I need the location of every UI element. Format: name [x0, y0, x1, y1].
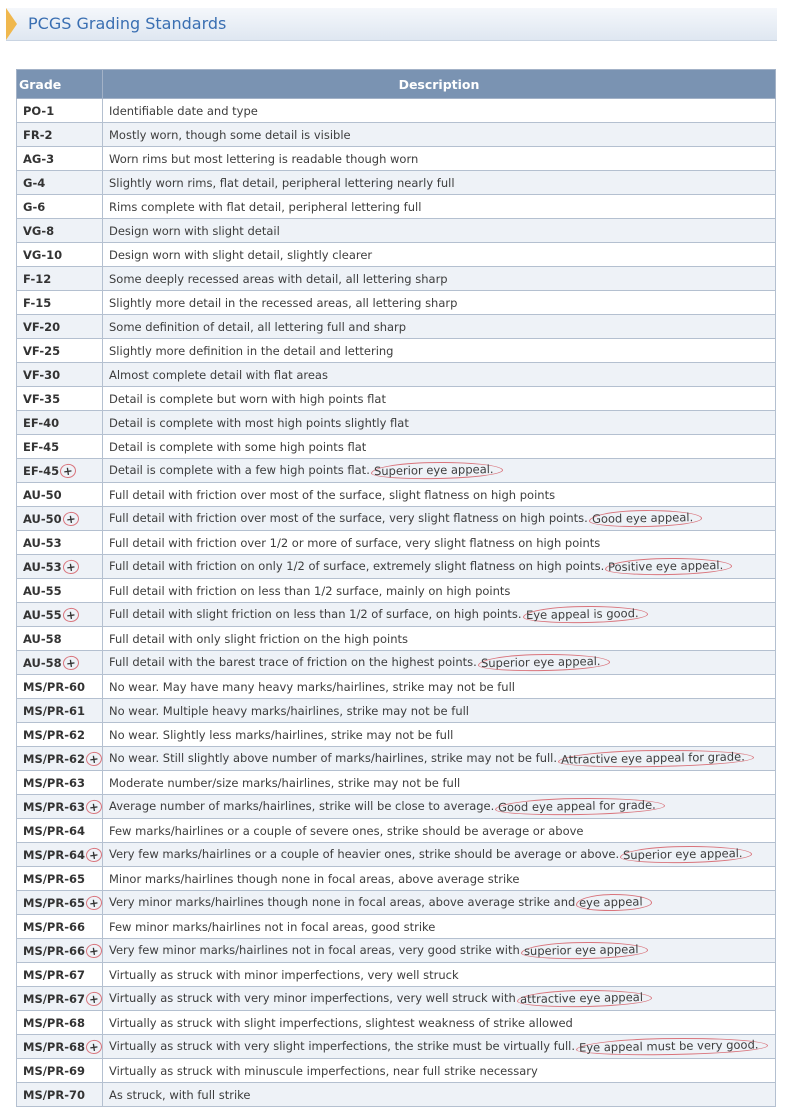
table-row — [17, 171, 776, 195]
plus-grade-circle: + — [85, 894, 102, 910]
grade-cell — [17, 939, 103, 963]
eye-appeal-highlight: Superior eye appeal. — [620, 845, 752, 864]
description-text: Design worn with slight detail, slightly clearer — [109, 247, 373, 262]
grade-label: MS/PR-66 — [23, 943, 85, 958]
description-cell — [103, 963, 776, 987]
grading-standards-table — [16, 69, 776, 1107]
eye-appeal-highlight: Positive eye appeal. — [605, 557, 733, 576]
table-row — [17, 603, 776, 627]
table-row — [17, 1059, 776, 1083]
description-text: Full detail with the barest trace of friction on the highest points. — [109, 655, 477, 669]
grade-cell — [17, 507, 103, 531]
title-arrow-icon — [6, 8, 17, 40]
table-row — [17, 507, 776, 531]
table-body — [17, 99, 776, 1107]
grade-cell — [17, 99, 103, 123]
description-text: Virtually as struck with minor imperfections, very well struck — [109, 967, 459, 982]
eye-appeal-highlight: superior eye appeal — [521, 941, 648, 960]
description-text: Identifiable date and type — [109, 103, 258, 118]
grade-label: MS/PR-60 — [23, 679, 85, 694]
table-row — [17, 363, 776, 387]
grade-cell — [17, 195, 103, 219]
table-row — [17, 291, 776, 315]
description-text: Full detail with friction over most of the surface, slight flatness on high points — [109, 487, 556, 502]
table-row — [17, 867, 776, 891]
grade-cell — [17, 795, 103, 819]
description-text: Full detail with friction over most of the surface, very slight flatness on high points. — [109, 511, 588, 525]
grade-label: VG-10 — [23, 247, 63, 262]
grade-cell — [17, 1011, 103, 1035]
grade-label: MS/PR-67 — [23, 991, 85, 1006]
description-cell — [103, 603, 776, 627]
table-row — [17, 267, 776, 291]
grade-cell — [17, 987, 103, 1011]
description-cell — [103, 579, 776, 603]
table-row — [17, 987, 776, 1011]
description-cell — [103, 675, 776, 699]
description-cell — [103, 651, 776, 675]
description-cell — [103, 915, 776, 939]
description-cell — [103, 507, 776, 531]
grade-label: AU-58 — [23, 631, 62, 646]
grade-label: AU-50 — [23, 487, 62, 502]
description-cell — [103, 699, 776, 723]
table-row — [17, 123, 776, 147]
plus-grade-circle: + — [85, 942, 102, 958]
description-cell — [103, 123, 776, 147]
grade-label: MS/PR-65 — [23, 871, 85, 886]
table-row — [17, 555, 776, 579]
grade-cell — [17, 339, 103, 363]
grade-label: VF-35 — [23, 391, 61, 406]
grade-cell — [17, 147, 103, 171]
description-cell — [103, 339, 776, 363]
description-cell — [103, 411, 776, 435]
grade-cell — [17, 699, 103, 723]
grade-label: G-6 — [23, 199, 46, 214]
description-cell — [103, 819, 776, 843]
grade-cell — [17, 483, 103, 507]
grade-label: VG-8 — [23, 223, 55, 238]
grade-cell — [17, 387, 103, 411]
eye-appeal-highlight: Good eye appeal for grade. — [495, 797, 665, 817]
grade-cell — [17, 363, 103, 387]
eye-appeal-highlight: Attractive eye appeal for grade. — [558, 748, 754, 768]
description-cell — [103, 867, 776, 891]
grade-label: PO-1 — [23, 103, 55, 118]
table-row — [17, 459, 776, 483]
description-cell — [103, 243, 776, 267]
description-cell — [103, 147, 776, 171]
table-row — [17, 387, 776, 411]
table-row — [17, 651, 776, 675]
table-row — [17, 819, 776, 843]
grade-cell — [17, 531, 103, 555]
table-row — [17, 1011, 776, 1035]
description-text: Some deeply recessed areas with detail, all lettering sharp — [109, 271, 448, 286]
grade-cell — [17, 915, 103, 939]
description-cell — [103, 219, 776, 243]
grade-label: MS/PR-65 — [23, 895, 85, 910]
description-text: Full detail with only slight friction on the high points — [109, 631, 408, 646]
grade-cell — [17, 819, 103, 843]
grade-cell — [17, 459, 103, 483]
table-row — [17, 411, 776, 435]
eye-appeal-highlight: Good eye appeal. — [589, 509, 702, 528]
grade-cell — [17, 723, 103, 747]
eye-appeal-highlight: Superior eye appeal. — [478, 653, 610, 672]
grade-label: AU-55 — [23, 607, 62, 622]
description-text: Virtually as struck with very minor imperfections, very well struck with — [109, 991, 516, 1005]
grade-label: MS/PR-68 — [23, 1039, 85, 1054]
table-row — [17, 891, 776, 915]
grade-label: MS/PR-68 — [23, 1015, 85, 1030]
grade-cell — [17, 315, 103, 339]
description-cell — [103, 1059, 776, 1083]
grade-label: AU-53 — [23, 559, 62, 574]
grade-label: MS/PR-61 — [23, 703, 85, 718]
grade-label: MS/PR-69 — [23, 1063, 85, 1078]
table-row — [17, 675, 776, 699]
grade-label: MS/PR-66 — [23, 919, 85, 934]
grade-cell — [17, 411, 103, 435]
grade-cell — [17, 675, 103, 699]
plus-grade-circle: + — [85, 798, 102, 814]
grade-label: AU-53 — [23, 535, 62, 550]
grade-cell — [17, 579, 103, 603]
grade-label: AU-55 — [23, 583, 62, 598]
description-text: No wear. May have many heavy marks/hairlines, strike may not be full — [109, 679, 515, 694]
description-cell — [103, 843, 776, 867]
description-cell — [103, 723, 776, 747]
table-row — [17, 939, 776, 963]
description-cell — [103, 1035, 776, 1059]
grade-cell — [17, 627, 103, 651]
description-cell — [103, 435, 776, 459]
table-header-row — [17, 70, 776, 99]
grade-cell — [17, 291, 103, 315]
description-text: No wear. Still slightly above number of marks/hairlines, strike may not be full. — [109, 751, 558, 765]
grade-cell — [17, 555, 103, 579]
description-cell — [103, 939, 776, 963]
table-row — [17, 243, 776, 267]
description-text: Average number of marks/hairlines, strike will be close to average. — [109, 799, 495, 813]
grade-cell — [17, 867, 103, 891]
table-row — [17, 219, 776, 243]
description-text: As struck, with full strike — [109, 1087, 251, 1102]
plus-grade-circle: + — [85, 846, 102, 862]
grade-label: AU-58 — [23, 655, 62, 670]
grade-cell — [17, 747, 103, 771]
description-text: Few minor marks/hairlines not in focal areas, good strike — [109, 919, 436, 934]
plus-grade-circle: + — [62, 510, 79, 526]
table-row — [17, 795, 776, 819]
description-cell — [103, 1011, 776, 1035]
description-text: Moderate number/size marks/hairlines, strike may not be full — [109, 775, 461, 790]
grade-cell — [17, 771, 103, 795]
description-text: Detail is complete but worn with high points flat — [109, 391, 386, 406]
table-row — [17, 1035, 776, 1059]
grade-label: EF-45 — [23, 439, 60, 454]
description-text: Very few minor marks/hairlines not in focal areas, very good strike with — [109, 943, 520, 957]
table-row — [17, 339, 776, 363]
description-cell — [103, 987, 776, 1011]
grade-cell — [17, 651, 103, 675]
description-cell — [103, 531, 776, 555]
grade-column-header: Grade — [17, 70, 103, 99]
description-text: Mostly worn, though some detail is visible — [109, 127, 351, 142]
table-row — [17, 771, 776, 795]
grade-cell — [17, 843, 103, 867]
description-text: Few marks/hairlines or a couple of severe ones, strike should be average or above — [109, 823, 584, 838]
eye-appeal-highlight: eye appeal — [576, 893, 652, 911]
grade-label: VF-25 — [23, 343, 61, 358]
description-text: Worn rims but most lettering is readable though worn — [109, 151, 419, 166]
table-row — [17, 843, 776, 867]
eye-appeal-highlight: attractive eye appeal — [517, 989, 652, 1008]
description-cell — [103, 771, 776, 795]
eye-appeal-highlight: Superior eye appeal. — [371, 461, 503, 480]
table-row — [17, 627, 776, 651]
description-cell — [103, 459, 776, 483]
grade-label: F-15 — [23, 295, 52, 310]
description-text: Detail is complete with some high points flat — [109, 439, 367, 454]
plus-grade-circle: + — [62, 558, 79, 574]
grade-cell — [17, 435, 103, 459]
grade-cell — [17, 1035, 103, 1059]
description-cell — [103, 1083, 776, 1107]
plus-grade-circle: + — [62, 654, 79, 670]
table-row — [17, 483, 776, 507]
grade-cell — [17, 963, 103, 987]
table-row — [17, 1083, 776, 1107]
plus-grade-circle: + — [62, 606, 79, 622]
grade-label: MS/PR-63 — [23, 775, 85, 790]
grade-label: MS/PR-64 — [23, 823, 85, 838]
description-cell — [103, 315, 776, 339]
description-cell — [103, 387, 776, 411]
grade-label: AG-3 — [23, 151, 55, 166]
description-column-header: Description — [103, 70, 776, 99]
description-cell — [103, 267, 776, 291]
description-cell — [103, 555, 776, 579]
grade-label: MS/PR-70 — [23, 1087, 85, 1102]
plus-grade-circle: + — [85, 1038, 102, 1054]
description-text: Slightly worn rims, flat detail, peripheral lettering nearly full — [109, 175, 455, 190]
table-row — [17, 435, 776, 459]
grade-label: AU-50 — [23, 511, 62, 526]
table-row — [17, 699, 776, 723]
description-cell — [103, 195, 776, 219]
eye-appeal-highlight: Eye appeal must be very good. — [576, 1036, 768, 1056]
description-cell — [103, 363, 776, 387]
description-cell — [103, 795, 776, 819]
description-text: Minor marks/hairlines though none in focal areas, above average strike — [109, 871, 520, 886]
grade-cell — [17, 1059, 103, 1083]
grade-label: MS/PR-67 — [23, 967, 85, 982]
table-row — [17, 747, 776, 771]
description-text: No wear. Slightly less marks/hairlines, strike may not be full — [109, 727, 454, 742]
description-cell — [103, 747, 776, 771]
table-row — [17, 531, 776, 555]
grade-cell — [17, 123, 103, 147]
description-text: Virtually as struck with minuscule imperfections, near full strike necessary — [109, 1063, 538, 1078]
grade-label: MS/PR-64 — [23, 847, 85, 862]
table-row — [17, 915, 776, 939]
table-row — [17, 963, 776, 987]
description-cell — [103, 171, 776, 195]
description-text: Almost complete detail with flat areas — [109, 367, 328, 382]
description-text: Design worn with slight detail — [109, 223, 280, 238]
grade-label: EF-45 — [23, 463, 60, 478]
page-title-bar — [6, 8, 777, 41]
grade-label: MS/PR-63 — [23, 799, 85, 814]
table-row — [17, 195, 776, 219]
description-text: Some definition of detail, all lettering full and sharp — [109, 319, 407, 334]
grade-label: G-4 — [23, 175, 46, 190]
description-text: No wear. Multiple heavy marks/hairlines, strike may not be full — [109, 703, 469, 718]
description-cell — [103, 891, 776, 915]
table-row — [17, 147, 776, 171]
table-row — [17, 99, 776, 123]
description-text: Detail is complete with a few high points flat. — [109, 463, 370, 477]
page-title: PCGS Grading Standards — [28, 14, 227, 33]
description-cell — [103, 627, 776, 651]
grade-label: VF-20 — [23, 319, 61, 334]
description-text: Virtually as struck with slight imperfections, slightest weakness of strike allowed — [109, 1015, 573, 1030]
description-text: Very minor marks/hairlines though none in focal areas, above average strike and — [109, 895, 576, 909]
description-text: Full detail with friction over 1/2 or more of surface, very slight flatness on high points — [109, 535, 601, 550]
eye-appeal-highlight: Eye appeal is good. — [522, 605, 647, 624]
plus-grade-circle: + — [85, 750, 102, 766]
grade-label: FR-2 — [23, 127, 53, 142]
grade-label: VF-30 — [23, 367, 61, 382]
grade-label: EF-40 — [23, 415, 60, 430]
table-row — [17, 315, 776, 339]
description-text: Slightly more definition in the detail and lettering — [109, 343, 394, 358]
grade-cell — [17, 1083, 103, 1107]
description-text: Full detail with friction on only 1/2 of surface, extremely slight flatness on high points. — [109, 559, 605, 573]
description-text: Slightly more detail in the recessed areas, all lettering sharp — [109, 295, 458, 310]
table-row — [17, 723, 776, 747]
description-cell — [103, 99, 776, 123]
description-cell — [103, 291, 776, 315]
grade-cell — [17, 267, 103, 291]
description-text: Rims complete with flat detail, peripheral lettering full — [109, 199, 422, 214]
description-text: Detail is complete with most high points slightly flat — [109, 415, 409, 430]
grade-cell — [17, 891, 103, 915]
description-text: Very few marks/hairlines or a couple of heavier ones, strike should be average or above. — [109, 847, 620, 861]
grade-label: MS/PR-62 — [23, 727, 85, 742]
table-row — [17, 579, 776, 603]
description-text: Full detail with slight friction on less than 1/2 of surface, on high points. — [109, 607, 522, 621]
grade-cell — [17, 219, 103, 243]
grade-cell — [17, 171, 103, 195]
grade-cell — [17, 243, 103, 267]
plus-grade-circle: + — [59, 462, 76, 478]
description-cell — [103, 483, 776, 507]
grade-cell — [17, 603, 103, 627]
description-text: Full detail with friction on less than 1/2 surface, mainly on high points — [109, 583, 511, 598]
description-text: Virtually as struck with very slight imperfections, the strike must be virtually full. — [109, 1039, 576, 1053]
grade-label: MS/PR-62 — [23, 751, 85, 766]
grade-label: F-12 — [23, 271, 52, 286]
plus-grade-circle: + — [85, 990, 102, 1006]
